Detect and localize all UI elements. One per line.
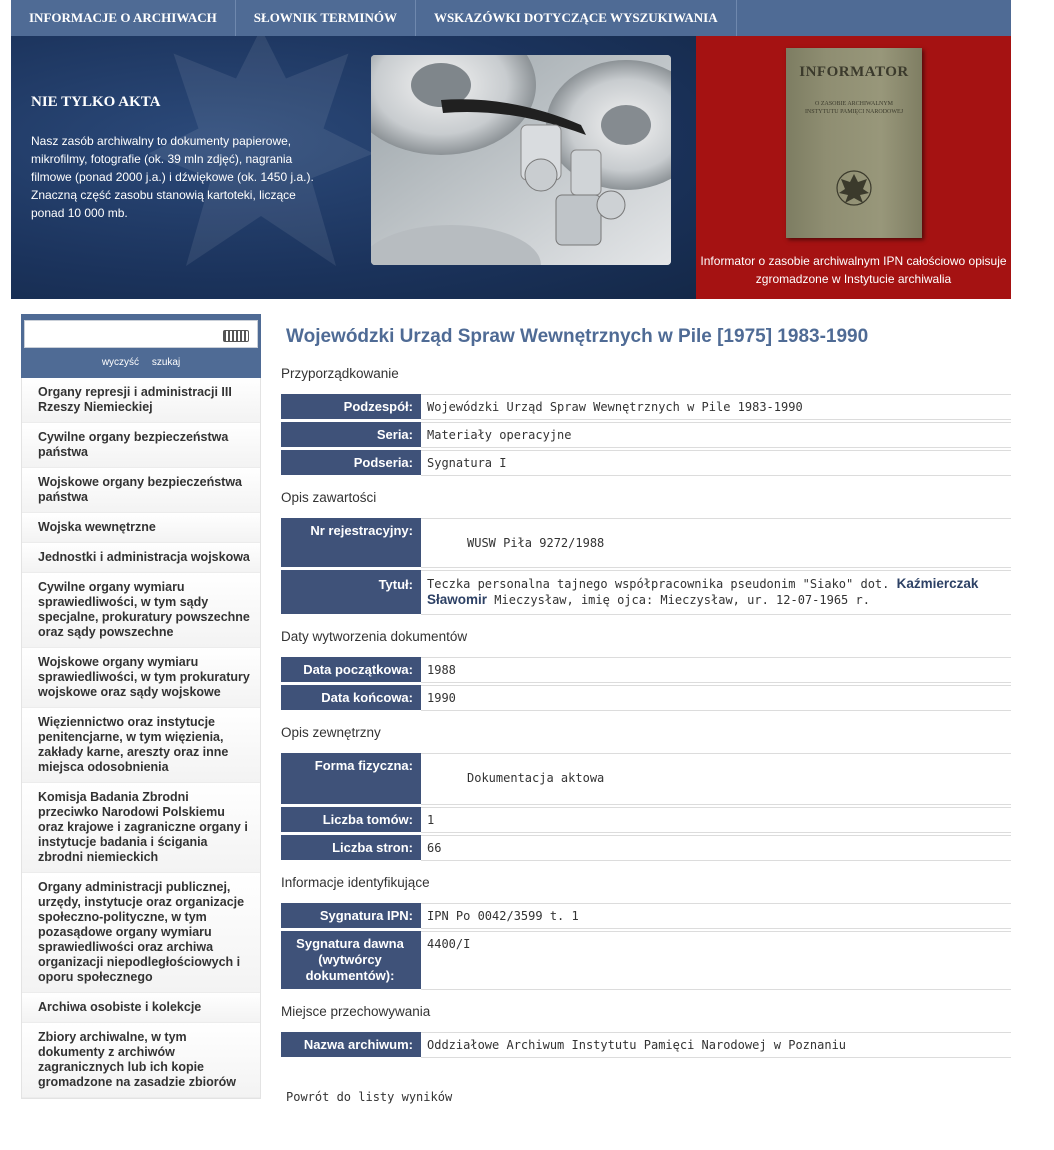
sidebar-item-collections[interactable]: Zbiory archiwalne, w tym dokumenty z archiwów zagranicznych lub ich kopie gromadzone na zasadzie zbiorów <box>22 1023 260 1098</box>
informator-caption: Informator o zasobie archiwalnym IPN całościowo opisuje zgromadzone w Instytucie archiwalia <box>700 254 1007 286</box>
field-value: IPN Po 0042/3599 t. 1 <box>421 903 1011 929</box>
field-value: WUSW Piła 9272/1988 <box>421 518 1011 568</box>
title-suffix: Mieczysław, imię ojca: Mieczysław, ur. 12-07-1965 r. <box>494 593 870 607</box>
field-value: Oddziałowe Archiwum Instytutu Pamięci Narodowej w Poznaniu <box>421 1032 1011 1058</box>
field-label: Data końcowa: <box>281 685 421 711</box>
external-table <box>281 751 1011 863</box>
dates-table <box>281 655 1011 713</box>
table-row <box>281 685 1011 711</box>
section-place-label: Miejsce przechowywania <box>281 1004 431 1019</box>
film-reels-photo <box>371 55 671 265</box>
sidebar-item-civil-justice[interactable]: Cywilne organy wymiaru sprawiedliwości, w tym sądy specjalne, prokuratury powszechne oraz sądy powszechne <box>22 573 260 648</box>
section-assignment-label: Przyporządkowanie <box>281 366 399 381</box>
assignment-table <box>281 392 1011 478</box>
table-row <box>281 657 1011 683</box>
sidebar-item-military-units[interactable]: Jednostki i administracja wojskowa <box>22 543 260 573</box>
field-label: Data początkowa: <box>281 657 421 683</box>
sidebar <box>21 314 261 1099</box>
book-title: INFORMATOR <box>799 64 909 80</box>
table-row <box>281 1032 1011 1058</box>
banner-promo <box>11 36 696 299</box>
field-label: Liczba tomów: <box>281 807 421 833</box>
informator-book-image[interactable] <box>786 48 922 238</box>
informator-promo[interactable] <box>696 36 1011 299</box>
field-label: Sygnatura dawna (wytwórcy dokumentów): <box>281 931 421 990</box>
sidebar-item-military-security[interactable]: Wojskowe organy bezpieczeństwa państwa <box>22 468 260 513</box>
ident-table <box>281 901 1011 992</box>
field-label: Nr rejestracyjny: <box>281 518 421 568</box>
eagle-emblem-icon <box>836 168 872 208</box>
field-value: 1988 <box>421 657 1011 683</box>
field-label: Forma fizyczna: <box>281 753 421 805</box>
search-actions <box>24 357 258 368</box>
nav-search-tips[interactable]: WSKAZÓWKI DOTYCZĄCE WYSZUKIWANIA <box>416 0 737 36</box>
page-title: Wojewódzki Urząd Spraw Wewnętrznych w Pile [1975] 1983-1990 <box>286 326 869 347</box>
section-content-label: Opis zawartości <box>281 490 377 505</box>
sidebar-item-third-reich[interactable]: Organy represji i administracji III Rzeszy Niemieckiej <box>22 378 260 423</box>
table-row <box>281 422 1011 448</box>
sidebar-item-public-administration[interactable]: Organy administracji publicznej, urzędy, instytucje oraz organizacje społeczno-polityczne, w tym pozasądowe organy wymiaru sprawiedliwości oraz archiwa organizacji niepodległościowych i oporu społecznego <box>22 873 260 993</box>
clear-button[interactable]: wyczyść <box>101 357 140 368</box>
archive-category-list <box>21 378 261 1099</box>
table-row <box>281 903 1011 929</box>
title-prefix: Teczka personalna tajnego współpracownika pseudonim "Siako" dot. <box>427 577 890 591</box>
table-row <box>281 450 1011 476</box>
table-row <box>281 835 1011 861</box>
field-value: 4400/I <box>421 931 1011 990</box>
sidebar-item-prisons[interactable]: Więziennictwo oraz instytucje penitencjarne, w tym więzienia, zakłady karne, areszty oraz inne miejsca odosobnienia <box>22 708 260 783</box>
field-label: Podseria: <box>281 450 421 476</box>
table-row <box>281 931 1011 990</box>
search-input[interactable] <box>24 320 258 348</box>
field-label: Sygnatura IPN: <box>281 903 421 929</box>
search-panel <box>21 314 261 378</box>
back-to-results-link[interactable]: Powrót do listy wyników <box>286 1090 453 1104</box>
field-value: 66 <box>421 835 1011 861</box>
sidebar-item-internal-troops[interactable]: Wojska wewnętrzne <box>22 513 260 543</box>
place-table <box>281 1030 1011 1060</box>
field-value: Materiały operacyjne <box>421 422 1011 448</box>
sidebar-item-personal-archives[interactable]: Archiwa osobiste i kolekcje <box>22 993 260 1023</box>
top-navigation <box>11 0 1011 36</box>
field-value: Wojewódzki Urząd Spraw Wewnętrznych w Pile 1983-1990 <box>421 394 1011 420</box>
section-dates-label: Daty wytworzenia dokumentów <box>281 629 468 644</box>
page <box>11 0 1011 1148</box>
title-value <box>421 570 1011 615</box>
section-external-label: Opis zewnętrzny <box>281 725 381 740</box>
search-button[interactable]: szukaj <box>151 357 181 368</box>
sidebar-item-crimes-commission[interactable]: Komisja Badania Zbrodni przeciwko Narodowi Polskiemu oraz krajowe i zagraniczne organy i instytucje badania i ścigania zbrodni niemieckich <box>22 783 260 873</box>
field-value: Sygnatura I <box>421 450 1011 476</box>
sidebar-item-military-justice[interactable]: Wojskowe organy wymiaru sprawiedliwości, w tym prokuratury wojskowe oraz sądy wojskowe <box>22 648 260 708</box>
table-row <box>281 394 1011 420</box>
field-value: 1 <box>421 807 1011 833</box>
field-label: Nazwa archiwum: <box>281 1032 421 1058</box>
book-subtitle: O ZASOBIE ARCHIWALNYM INSTYTUTU PAMIĘCI NARODOWEJ <box>804 101 904 115</box>
record-details <box>281 320 1011 1104</box>
nav-glossary[interactable]: SŁOWNIK TERMINÓW <box>236 0 416 36</box>
field-value: Dokumentacja aktowa <box>421 753 1011 805</box>
field-value: 1990 <box>421 685 1011 711</box>
field-label: Seria: <box>281 422 421 448</box>
sidebar-item-civil-security[interactable]: Cywilne organy bezpieczeństwa państwa <box>22 423 260 468</box>
nav-archives-info[interactable]: INFORMACJE O ARCHIWACH <box>11 0 236 36</box>
content-table <box>281 516 1011 617</box>
table-row <box>281 753 1011 805</box>
banner <box>11 36 1011 299</box>
keyboard-icon[interactable] <box>223 330 249 342</box>
section-ident-label: Informacje identyfikujące <box>281 875 430 890</box>
field-label: Tytuł: <box>281 570 421 615</box>
table-row <box>281 807 1011 833</box>
table-row <box>281 570 1011 615</box>
person-name: Kaźmierczak Sławomir <box>427 576 979 607</box>
banner-title: NIE TYLKO AKTA <box>31 94 161 110</box>
field-label: Podzespół: <box>281 394 421 420</box>
field-label: Liczba stron: <box>281 835 421 861</box>
table-row <box>281 518 1011 568</box>
banner-text: Nasz zasób archiwalny to dokumenty papierowe, mikrofilmy, fotografie (ok. 39 mln zdjęć), nagrania filmowe (ponad 2000 j.a.) i dźwiękowe (ok. 1450 j.a.). Znaczną część zasobu stanowią kartoteki, liczące ponad 10 000 mb. <box>31 134 314 220</box>
